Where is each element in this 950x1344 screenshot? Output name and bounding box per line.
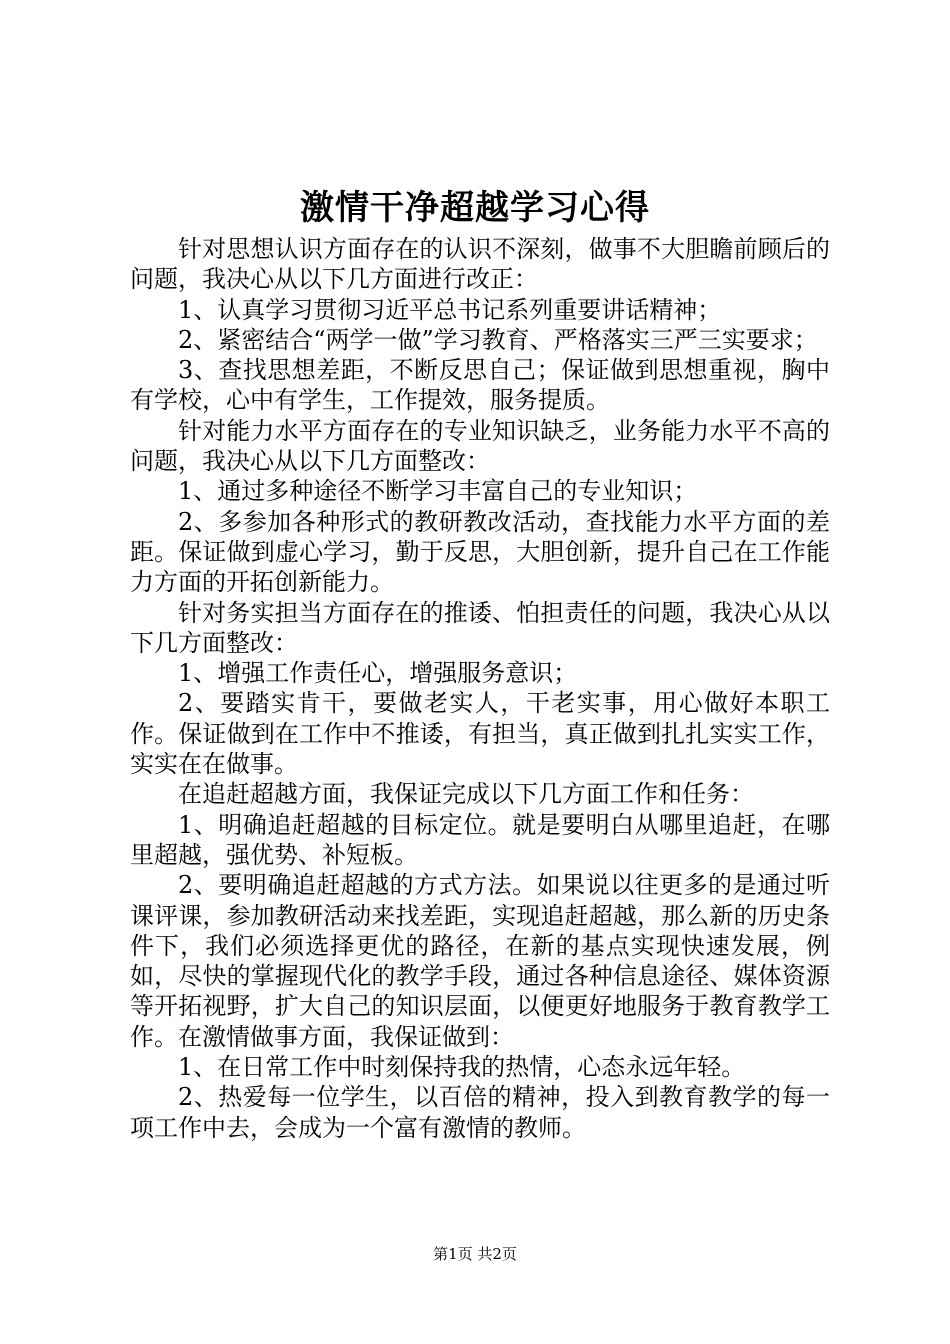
paragraph: 3、查找思想差距，不断反思自己；保证做到思想重视，胸中有学校，心中有学生，工作提效，服务提质。	[130, 356, 830, 415]
paragraph: 2、热爱每一位学生，以百倍的精神，投入到教育教学的每一项工作中去，会成为一个富有激情的教师。	[130, 1083, 830, 1142]
paragraph: 针对思想认识方面存在的认识不深刻，做事不大胆瞻前顾后的问题，我决心从以下几方面进行改正：	[130, 235, 830, 294]
paragraph: 2、紧密结合“两学一做”学习教育、严格落实三严三实要求；	[178, 325, 818, 354]
document-body	[130, 234, 830, 1143]
paragraph: 针对务实担当方面存在的推诿、怕担责任的问题，我决心从以下几方面整改：	[130, 598, 830, 657]
paragraph: 2、要明确追赶超越的方式方法。如果说以往更多的是通过听课评课，参加教研活动来找差距，实现追赶超越，那么新的历史条件下，我们必须选择更优的路径，在新的基点实现快速发展，例如，尽快的掌握现代化的教学手段，通过各种信息途径、媒体资源等开拓视野，扩大自己的知识层面，以便更好地服务于教育教学工作。在激情做事方面，我保证做到：	[130, 871, 830, 1051]
paragraph: 1、通过多种途径不断学习丰富自己的专业知识；	[178, 477, 698, 506]
paragraph: 2、要踏实肯干，要做老实人，干老实事，用心做好本职工作。保证做到在工作中不推诿，有担当，真正做到扎扎实实工作，实实在在做事。	[130, 689, 830, 779]
paragraph: 1、在日常工作中时刻保持我的热情，心态永远年轻。	[178, 1053, 746, 1082]
page-number-footer: 第1页 共2页	[433, 1245, 517, 1263]
paragraph: 2、多参加各种形式的教研教改活动，查找能力水平方面的差距。保证做到虚心学习，勤于反思，大胆创新，提升自己在工作能力方面的开拓创新能力。	[130, 507, 830, 597]
paragraph: 1、明确追赶超越的目标定位。就是要明白从哪里追赶，在哪里超越，强优势、补短板。	[130, 810, 830, 869]
paragraph: 1、增强工作责任心，增强服务意识；	[178, 659, 578, 688]
paragraph: 针对能力水平方面存在的专业知识缺乏，业务能力水平不高的问题，我决心从以下几方面整改：	[130, 416, 830, 476]
document-title: 激情干净超越学习心得	[300, 188, 650, 228]
paragraph: 1、认真学习贯彻习近平总书记系列重要讲话精神；	[178, 295, 722, 324]
paragraph: 在追赶超越方面，我保证完成以下几方面工作和任务：	[178, 780, 754, 809]
